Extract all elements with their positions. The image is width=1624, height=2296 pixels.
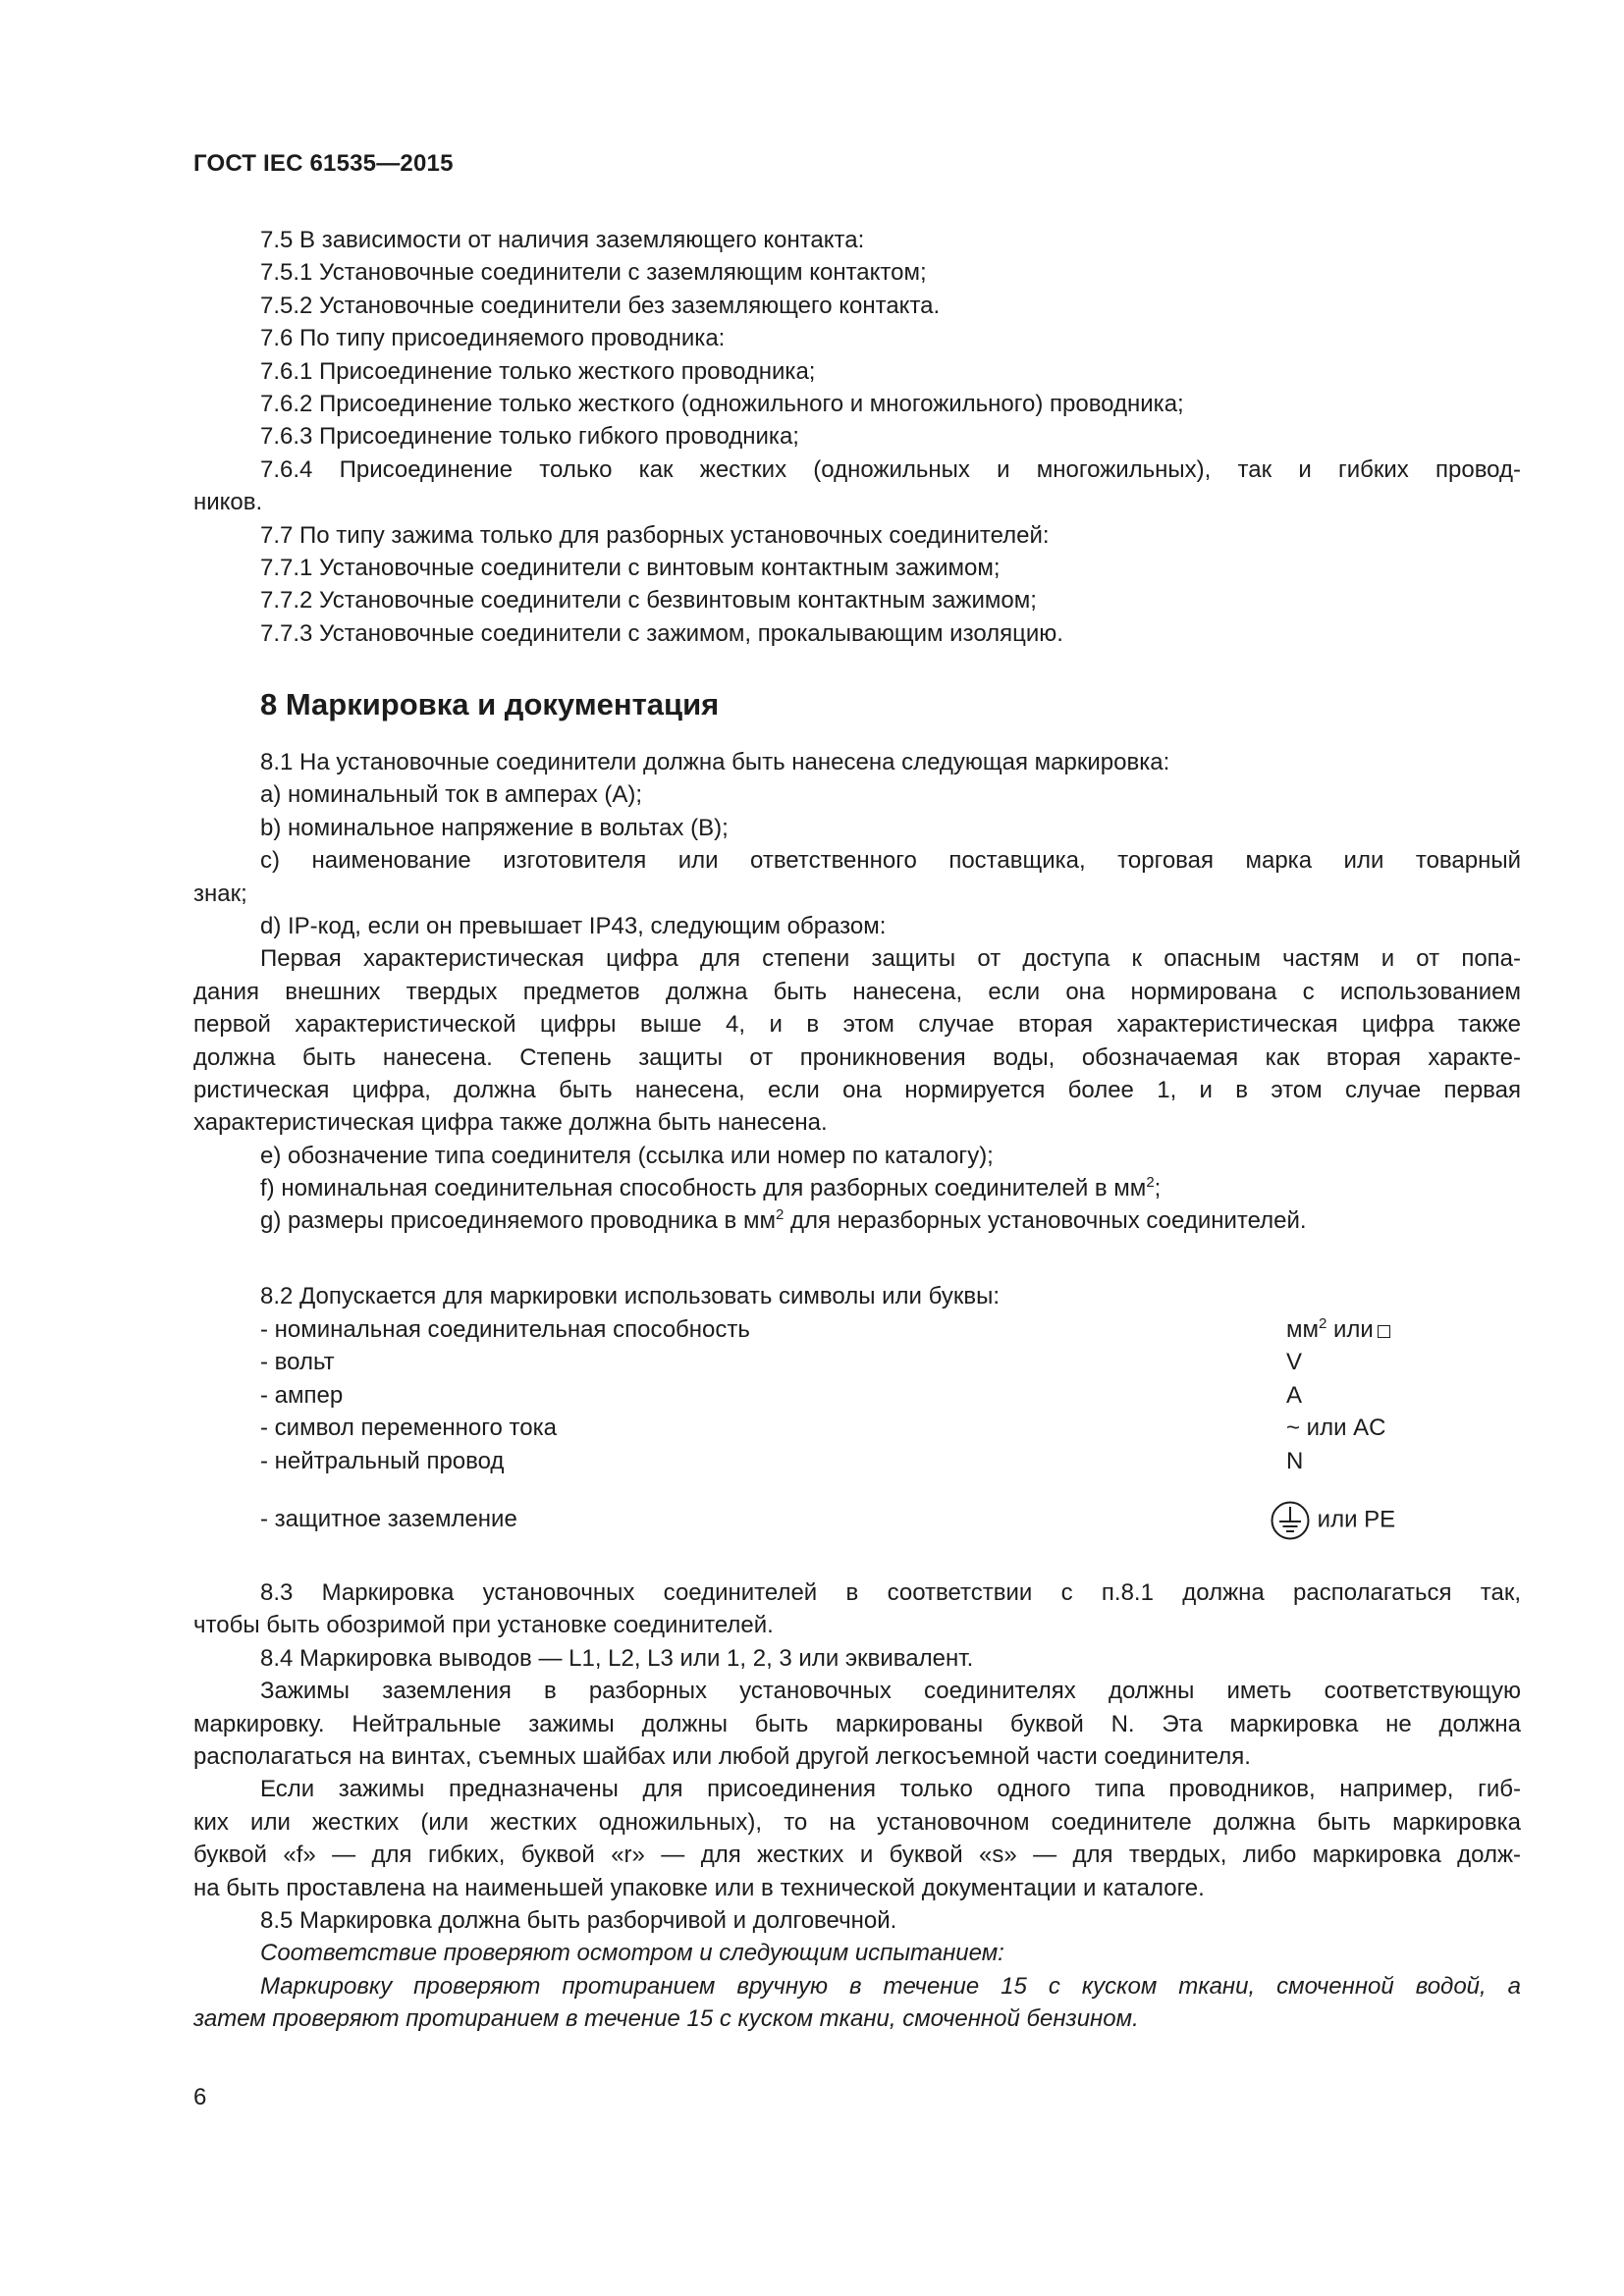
- clamps-paragraph-line: Зажимы заземления в разборных установочных соединителях должны иметь соответствующую: [260, 1678, 1521, 1705]
- section-7-list: [193, 224, 1521, 650]
- clause-8-5-check: Соответствие проверяют осмотром и следующим испытанием:: [260, 1940, 1004, 1967]
- symbol-list: [260, 1313, 1458, 1539]
- ip-paragraph-line: Первая характеристическая цифра для степени защиты от доступа к опасным частям и от попа-: [260, 945, 1521, 973]
- symbol-row: [260, 1379, 1458, 1412]
- list-item: 7.5.1 Установочные соединители с заземляющим контактом;: [260, 259, 927, 287]
- list-item-d: d) IP-код, если он превышает IP43, следующим образом:: [260, 912, 887, 939]
- clamps-paragraph-line: располагаться на винтах, съемных шайбах или любой другой легкосъемной части соединителя.: [193, 1742, 1251, 1770]
- list-item-g: g) размеры присоединяемого проводника в $мм^2$ для неразборных установочных соединителей.: [260, 1206, 1307, 1235]
- page-number: 6: [193, 2084, 207, 2110]
- symbol-label: - вольт: [260, 1349, 335, 1376]
- list-item: 7.6.2 Присоединение только жесткого (одножильного и многожильного) проводника;: [260, 390, 1184, 417]
- ip-paragraph-line: ристическая цифра, должна быть нанесена, если она нормируется более 1, и в этом случае первая: [193, 1076, 1521, 1103]
- symbol-label: - нейтральный провод: [260, 1447, 505, 1474]
- letters-paragraph-line: Если зажимы предназначены для присоединения только одного типа проводников, например, гиб-: [260, 1776, 1521, 1803]
- letters-paragraph-line: буквой «f» — для гибких, буквой «r» — для жестких и буквой «s» — для твердых, либо маркировка долж-: [193, 1842, 1521, 1869]
- list-item-a: a) номинальный ток в амперах (А);: [260, 781, 643, 809]
- ip-paragraph-line: первой характеристической цифры выше 4, и в этом случае вторая характеристическая цифра также: [193, 1011, 1521, 1039]
- ip-paragraph-line: дания внешних твердых предметов должна быть нанесена, если она нормирована с использованием: [193, 978, 1521, 1005]
- list-item: 7.7.2 Установочные соединители с безвинтовым контактным зажимом;: [260, 587, 1037, 614]
- symbol-value: V: [1286, 1349, 1303, 1376]
- clauses-8-3-to-8-5: [193, 1576, 1521, 2035]
- clause-8-5-test-line: Маркировку проверяют протиранием вручную в течение 15 с куском ткани, смоченной водой, а: [260, 1972, 1521, 2000]
- symbol-row: [260, 1445, 1458, 1477]
- clause-8-5-test-line: затем проверяют протиранием в течение 15 с куском ткани, смоченной бензином.: [193, 2005, 1139, 2033]
- clamps-paragraph-line: маркировку. Нейтральные зажимы должны быть маркированы буквой N. Эта маркировка не должна: [193, 1710, 1521, 1737]
- clause-8-2-intro: 8.2 Допускается для маркировки использовать символы или буквы:: [260, 1283, 1001, 1309]
- symbol-value: или PE: [1270, 1500, 1395, 1541]
- ip-paragraph-line: характеристическая цифра также должна быть нанесена.: [193, 1109, 828, 1137]
- list-item: 7.6.4 Присоединение только как жестких (одножильных и многожильных), так и гибких провод-: [260, 455, 1521, 483]
- symbol-row: [260, 1346, 1458, 1378]
- page-header: ГОСТ IEC 61535—2015: [193, 150, 454, 177]
- list-item: 7.6.3 Присоединение только гибкого проводника;: [260, 423, 799, 451]
- section-8-heading: 8 Маркировка и документация: [260, 687, 720, 721]
- clause-8-4: 8.4 Маркировка выводов — L1, L2, L3 или 1, 2, 3 или эквивалент.: [260, 1644, 974, 1672]
- clause-8-3-line: чтобы быть обозримой при установке соединителей.: [193, 1612, 774, 1639]
- list-item: 7.7 По типу зажима только для разборных установочных соединителей:: [260, 521, 1050, 549]
- list-item: ников.: [193, 489, 263, 516]
- clause-8-3-line: 8.3 Маркировка установочных соединителей в соответствии с п.8.1 должна располагаться так,: [260, 1579, 1521, 1606]
- clause-8-1: [193, 746, 1521, 1238]
- list-item: 7.6.1 Присоединение только жесткого проводника;: [260, 357, 816, 385]
- list-item-c: c) наименование изготовителя или ответственного поставщика, торговая марка или товарный: [260, 847, 1521, 875]
- letters-paragraph-line: на быть проставлена на наименьшей упаковке или в технической документации и каталоге.: [193, 1874, 1205, 1901]
- list-item: 7.7.1 Установочные соединители с винтовым контактным зажимом;: [260, 554, 1001, 581]
- square-symbol-icon: [1378, 1325, 1390, 1338]
- symbol-label: - ампер: [260, 1381, 344, 1409]
- symbol-label: - защитное заземление: [260, 1505, 517, 1532]
- list-item: 7.6 По типу присоединяемого проводника:: [260, 325, 726, 352]
- symbol-label: - номинальная соединительная способность: [260, 1316, 750, 1343]
- list-item: 7.5 В зависимости от наличия заземляющего контакта:: [260, 227, 865, 253]
- list-item-c-cont: знак;: [193, 880, 247, 907]
- list-item-e: e) обозначение типа соединителя (ссылка или номер по каталогу);: [260, 1142, 994, 1169]
- symbol-row: [260, 1500, 1458, 1539]
- list-item-b: b) номинальное напряжение в вольтах (В);: [260, 814, 729, 841]
- symbol-value: N: [1286, 1447, 1304, 1474]
- symbol-value: ~ или AC: [1286, 1415, 1386, 1442]
- symbol-value: $мм^2$ или: [1286, 1313, 1390, 1346]
- symbol-row: [260, 1412, 1458, 1444]
- list-item: 7.7.3 Установочные соединители с зажимом, прокалывающим изоляцию.: [260, 619, 1063, 647]
- list-item-f: f) номинальная соединительная способность для разборных соединителей в $мм^2$;: [260, 1174, 1162, 1202]
- symbol-value: A: [1286, 1381, 1303, 1409]
- list-item: 7.5.2 Установочные соединители без заземляющего контакта.: [260, 292, 941, 319]
- letters-paragraph-line: ких или жестких (или жестких одножильных), то на установочном соединителе должна быть маркировка: [193, 1808, 1521, 1836]
- ip-paragraph-line: должна быть нанесена. Степень защиты от проникновения воды, обозначаемая как вторая характе-: [193, 1043, 1521, 1071]
- symbol-row: [260, 1313, 1458, 1346]
- symbol-label: - символ переменного тока: [260, 1415, 557, 1442]
- clause-8-5: 8.5 Маркировка должна быть разборчивой и долговечной.: [260, 1906, 897, 1934]
- clause-8-2: [193, 1280, 1521, 1312]
- protective-earth-icon: [1270, 1500, 1311, 1541]
- clause-8-1-intro: 8.1 На установочные соединители должна быть нанесена следующая маркировка:: [260, 749, 1170, 775]
